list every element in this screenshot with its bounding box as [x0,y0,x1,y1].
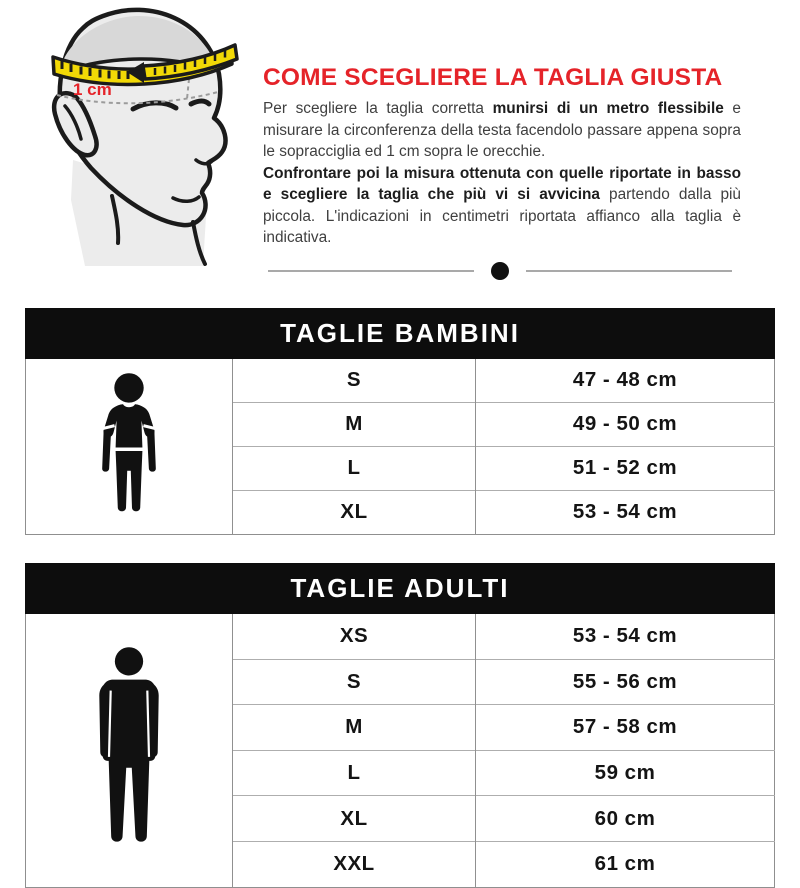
head-measurement-illustration [15,0,255,266]
head-with-tape-icon [15,0,255,266]
adulti-size-table [25,614,775,888]
table-row [26,359,775,403]
page-title: COME SCEGLIERE LA TAGLIA GIUSTA [263,64,723,91]
size-range: 60 cm [476,796,775,842]
size-range: 55 - 56 cm [476,659,775,705]
child-icon-cell [26,359,233,535]
intro-seg-4-bold: Confrontare poi la misura ottenuta con quelle riportate in basso e scegliere la taglia che più vi si avvicina [263,164,741,204]
size-label: M [233,402,476,446]
intro-seg-3: e misurare la circonferenza della testa facendolo passare appena sopra le sopracciglia ed 1 cm sopra le orecchie. [263,100,741,161]
child-icon [94,372,164,514]
size-label: L [233,750,476,796]
intro-paragraph [263,98,741,249]
adulti-section [25,563,775,888]
size-range: 51 - 52 cm [476,446,775,490]
size-range: 53 - 54 cm [476,490,775,534]
bambini-section [25,308,775,535]
size-label: S [233,659,476,705]
table-row [26,614,775,659]
adulti-table-header [25,563,775,614]
size-range: 61 cm [476,841,775,887]
bambini-size-table [25,359,775,535]
divider-line-right [526,270,732,272]
size-label: XL [233,796,476,842]
intro-seg-5: partendo dalla più piccola. L'indicazioni in centimetri riportata affianco alla taglia è indicativa. [263,186,741,247]
size-label: XXL [233,841,476,887]
divider-dot-icon [491,262,509,280]
size-range: 47 - 48 cm [476,359,775,403]
size-label: L [233,446,476,490]
size-range: 53 - 54 cm [476,614,775,659]
intro-seg-2-bold: munirsi di un metro flessibile [492,100,724,118]
section-divider [268,262,732,280]
intro-section [15,0,775,280]
divider-line-left [268,270,474,272]
size-label: XL [233,490,476,534]
one-cm-label: 1 cm [73,80,112,99]
bambini-table-title: TAGLIE BAMBINI [280,317,520,348]
size-label: M [233,705,476,751]
bambini-table-header [25,308,775,359]
size-range: 49 - 50 cm [476,402,775,446]
size-label: S [233,359,476,403]
size-range: 57 - 58 cm [476,705,775,751]
size-range: 59 cm [476,750,775,796]
intro-text-block [263,0,775,280]
adulti-table-title: TAGLIE ADULTI [290,572,510,603]
intro-seg-1: Per scegliere la taglia corretta [263,100,493,118]
size-label: XS [233,614,476,659]
adult-icon [94,647,164,847]
adult-icon-cell [26,614,233,887]
